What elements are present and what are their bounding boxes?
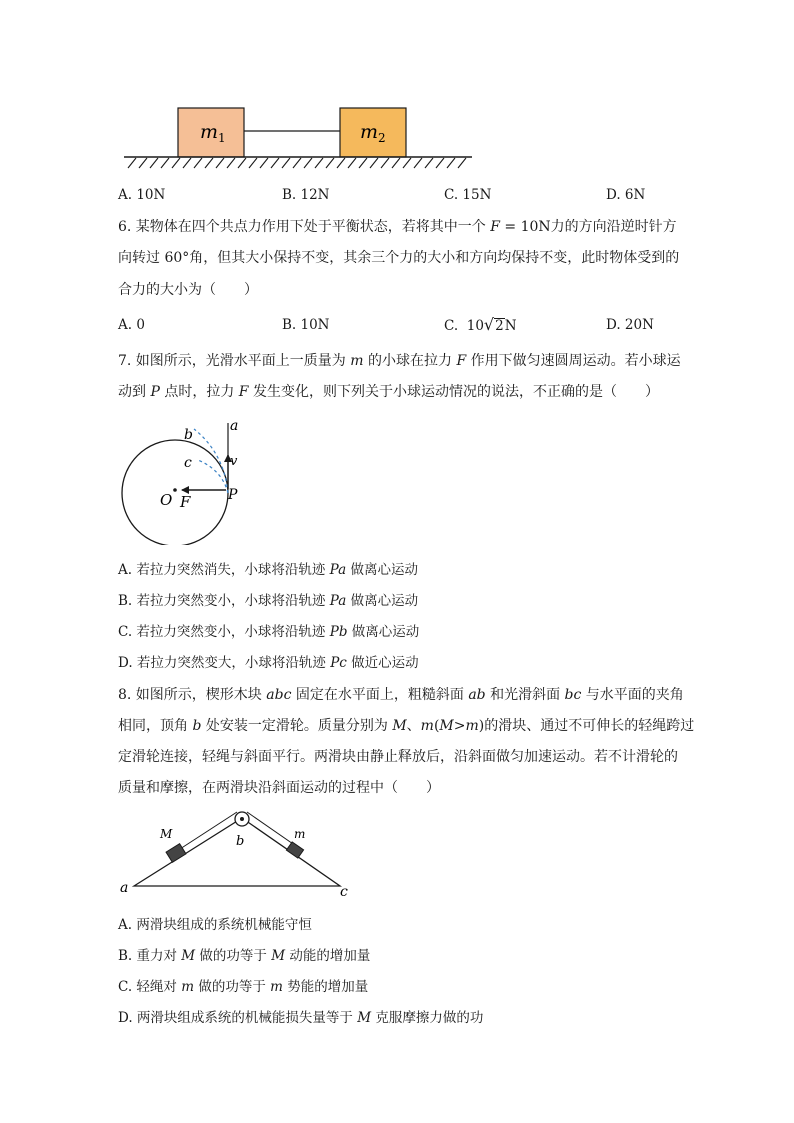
hatch-mark bbox=[183, 158, 191, 168]
label-v: v bbox=[230, 454, 238, 469]
hatch-mark bbox=[304, 158, 312, 168]
label-a: a bbox=[120, 880, 129, 896]
q8-line-1: 8. 如图所示，楔形木块 abc 固定在水平面上，粗糙斜面 ab 和光滑斜面 bc 与水平面的夹角 bbox=[118, 687, 684, 703]
hatch-mark bbox=[425, 158, 433, 168]
q7-choice-b[interactable]: B. 若拉力突然变小，小球将沿轨迹 Pa 做离心运动 bbox=[118, 593, 419, 609]
label-c: c bbox=[340, 884, 348, 900]
q8-line-2: 相同，顶角 b 处安装一定滑轮。质量分别为 M、m(M>m)的滑块、通过不可伸长的轻绳跨过 bbox=[118, 718, 695, 734]
slider-m bbox=[286, 842, 303, 858]
hatch-mark bbox=[293, 158, 301, 168]
hatch-mark bbox=[249, 158, 257, 168]
hatch-mark bbox=[359, 158, 367, 168]
hatch-mark bbox=[260, 158, 268, 168]
hatch-mark bbox=[150, 158, 158, 168]
q7-choice-d[interactable]: D. 若拉力突然变大，小球将沿轨迹 Pc 做近心运动 bbox=[118, 655, 419, 671]
two-blocks-figure bbox=[118, 100, 478, 172]
q6-option-a[interactable]: A. 0 bbox=[118, 317, 145, 333]
circular-path bbox=[122, 440, 228, 545]
q6-line-3: 合力的大小为（ ） bbox=[118, 282, 258, 298]
wedge-pulley-figure bbox=[116, 808, 361, 900]
hatch-mark bbox=[205, 158, 213, 168]
q5-option-d[interactable]: D. 6N bbox=[606, 187, 646, 203]
q8-line-4: 质量和摩擦，在两滑块沿斜面运动的过程中（ ） bbox=[118, 780, 440, 796]
label-P: P bbox=[228, 487, 238, 503]
hatch-mark bbox=[348, 158, 356, 168]
q6-option-c[interactable]: C. 10√2N bbox=[444, 315, 517, 334]
q8-choice-d[interactable]: D. 两滑块组成系统的机械能损失量等于 M 克服摩擦力做的功 bbox=[118, 1010, 484, 1026]
label-a: a bbox=[230, 418, 239, 434]
hatch-mark bbox=[238, 158, 246, 168]
ground-hatching bbox=[128, 158, 466, 168]
hatch-mark bbox=[216, 158, 224, 168]
pulley-axle bbox=[240, 817, 244, 821]
q5-option-c[interactable]: C. 15N bbox=[444, 187, 492, 203]
q5-option-a[interactable]: A. 10N bbox=[118, 187, 166, 203]
label-m1: $m_1$ bbox=[200, 121, 226, 145]
hatch-mark bbox=[172, 158, 180, 168]
q7-choice-c[interactable]: C. 若拉力突然变小，小球将沿轨迹 Pb 做离心运动 bbox=[118, 624, 420, 640]
hatch-mark bbox=[194, 158, 202, 168]
hatch-mark bbox=[392, 158, 400, 168]
hatch-mark bbox=[326, 158, 334, 168]
q8-choice-c[interactable]: C. 轻绳对 m 做的功等于 m 势能的增加量 bbox=[118, 979, 369, 995]
q6-line-2: 向转过 60°角，但其大小保持不变，其余三个力的大小和方向均保持不变，此时物体受到的 bbox=[118, 250, 680, 266]
hatch-mark bbox=[447, 158, 455, 168]
label-m: m bbox=[294, 827, 306, 841]
hatch-mark bbox=[227, 158, 235, 168]
label-O: O bbox=[160, 491, 173, 509]
path-pc-dashed bbox=[198, 460, 228, 493]
center-dot bbox=[173, 488, 177, 492]
rope-right bbox=[247, 812, 296, 846]
q5-option-b[interactable]: B. 12N bbox=[282, 187, 330, 203]
hatch-mark bbox=[315, 158, 323, 168]
q7-line-1: 7. 如图所示，光滑水平面上一质量为 m 的小球在拉力 F 作用下做匀速圆周运动。若小球运 bbox=[118, 353, 681, 369]
q6-option-b[interactable]: B. 10N bbox=[282, 317, 330, 333]
q7-line-2: 动到 P 点时，拉力 F 发生变化，则下列关于小球运动情况的说法，不正确的是（ ） bbox=[118, 384, 659, 400]
hatch-mark bbox=[370, 158, 378, 168]
q7-choice-a[interactable]: A. 若拉力突然消失，小球将沿轨迹 Pa 做离心运动 bbox=[118, 562, 418, 578]
hatch-mark bbox=[458, 158, 466, 168]
q8-choice-b[interactable]: B. 重力对 M 做的功等于 M 动能的增加量 bbox=[118, 948, 371, 964]
label-m2: $m_2$ bbox=[360, 121, 386, 145]
hatch-mark bbox=[128, 158, 136, 168]
rope-left bbox=[180, 812, 237, 849]
hatch-mark bbox=[403, 158, 411, 168]
label-F: F bbox=[180, 493, 191, 511]
label-b: b bbox=[184, 427, 193, 443]
hatch-mark bbox=[337, 158, 345, 168]
q6-line-1: 6. 某物体在四个共点力作用下处于平衡状态，若将其中一个 F = 10N力的方向沿逆时针方 bbox=[118, 219, 677, 235]
slider-M bbox=[166, 844, 186, 863]
label-M: M bbox=[160, 827, 173, 841]
hatch-mark bbox=[414, 158, 422, 168]
hatch-mark bbox=[436, 158, 444, 168]
q6-option-d[interactable]: D. 20N bbox=[606, 317, 654, 333]
hatch-mark bbox=[271, 158, 279, 168]
label-c: c bbox=[184, 455, 192, 471]
circular-motion-figure bbox=[118, 415, 258, 545]
q8-choice-a[interactable]: A. 两滑块组成的系统机械能守恒 bbox=[118, 917, 312, 933]
label-b: b bbox=[236, 834, 245, 849]
q8-line-3: 定滑轮连接，轻绳与斜面平行。两滑块由静止释放后，沿斜面做匀加速运动。若不计滑轮的 bbox=[118, 749, 678, 765]
hatch-mark bbox=[381, 158, 389, 168]
hatch-mark bbox=[161, 158, 169, 168]
hatch-mark bbox=[282, 158, 290, 168]
hatch-mark bbox=[139, 158, 147, 168]
